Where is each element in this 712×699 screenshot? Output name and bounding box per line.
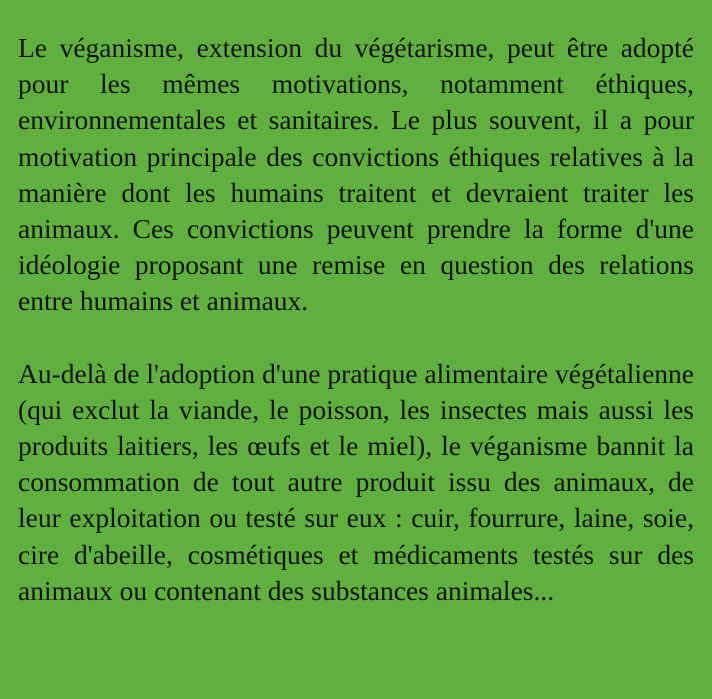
paragraph-veganism-motivations: Le véganisme, extension du végétarisme, peut être adopté pour les mêmes motivations, notamment éthiques, environnementales et sanitaires. Le plus souvent, il a pour motivation principale des convictions éthiques relatives à la manière dont les humains traitent et devraient traiter les animaux. Ces convictions peuvent prendre la forme d'une idéologie proposant une remise en question des relations entre humains et animaux. <box>18 32 694 317</box>
paragraph-veganism-scope: Au-delà de l'adoption d'une pratique alimentaire végétalienne (qui exclut la viande, le poisson, les insectes mais aussi les produits laitiers, les œufs et le miel), le véganisme bannit la consommation de tout autre produit issu des animaux, de leur exploitation ou testé sur eux : cuir, fourrure, laine, soie, cire d'abeille, cosmétiques et médicaments testés sur des animaux ou contenant des substances animales... <box>18 357 694 606</box>
